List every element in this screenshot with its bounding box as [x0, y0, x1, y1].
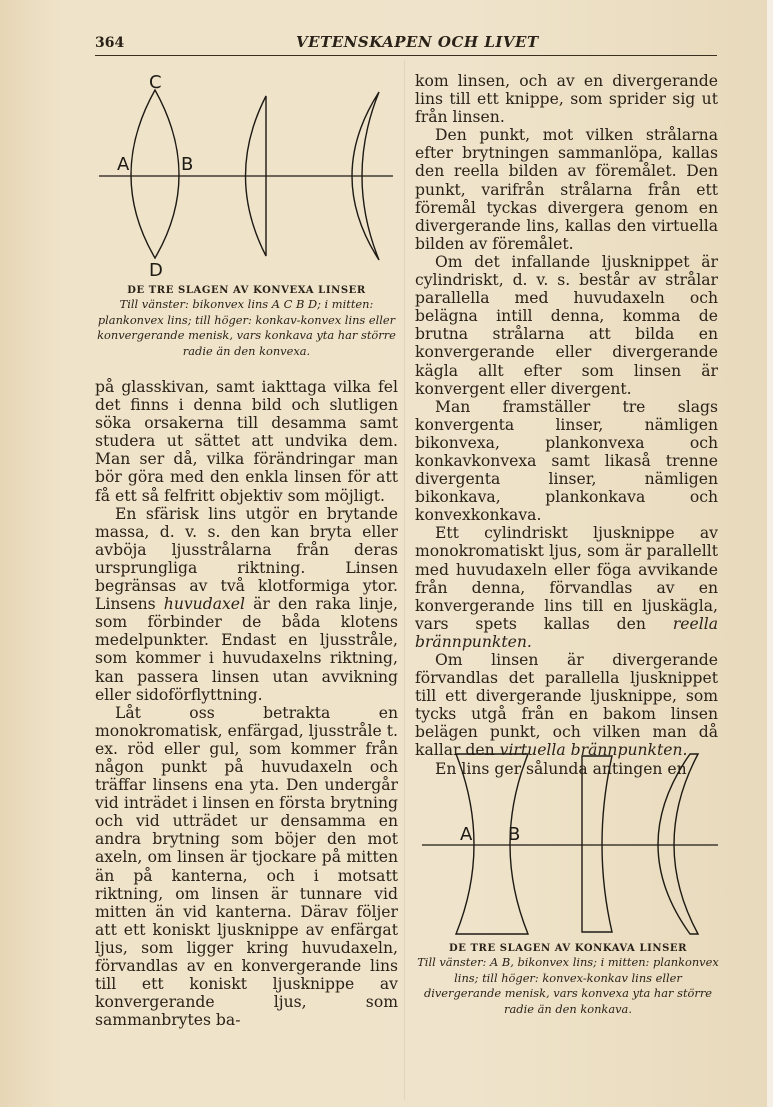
page-fold [404, 60, 405, 1100]
label-b-concave: B [508, 824, 521, 845]
right-paragraph-5: Ett cylindriskt ljusknippe av monokromatiskt ljus, som är parallellt med huvudaxeln eller föga avvikande från denna, förvandlas av en konvergerande lins till en ljuskägla, vars spets kallas den reella brännpunkten. [415, 524, 718, 651]
right-paragraph-4: Man framställer tre slags konvergenta linser, nämligen bikonvexa, plankonvexa och konkavkonvexa samt likaså trenne divergenta linser, nämligen bikonkava, plankonkava och konvexkonkava. [415, 397, 718, 525]
concave-caption-body: Till vänster: A B, bikonvex lins; i mitten: plankonvex lins; till höger: konvex-konkav lins eller divergerande menisk, vars konvexa yta har större radie än den konkava. [417, 955, 719, 1016]
right-column [415, 72, 718, 778]
biconvex-lens [131, 90, 179, 258]
divergent-meniscus-lens [658, 754, 698, 934]
left-column [95, 378, 398, 1029]
convex-lenses-figure [95, 70, 395, 280]
concave-caption [415, 942, 721, 1017]
label-b: B [181, 154, 194, 175]
term-huvudaxel: huvudaxel [163, 595, 246, 614]
term-reella-brannpunkten: reella brännpunkten. [415, 614, 718, 651]
page-number: 364 [95, 35, 125, 51]
right-paragraph-1: kom linsen, och av en divergerande lins till ett knippe, som sprider sig ut från linsen. [415, 72, 718, 127]
left-paragraph-3: Låt oss betrakta en monokromatisk, enfärgad, ljusstråle t. ex. röd eller gul, som kommer från någon punkt på huvudaxeln och träffar linsens ena yta. Den undergår vid inträdet i linsen en första brytning och vid utträdet ur densamma en andra brytning som böjer den mot axeln, om linsen är tjockare på mitten än på kanterna, och i motsatt riktning, om linsen är tunnare vid mitten än vid kanterna. Därav följer att ett koniskt ljusknippe av enfärgat ljus, som ligger kring huvudaxeln, förvandlas av en konvergerande lins till ett koniskt ljusknippe av konvergerande ljus, som sammanbrytes ba- [95, 703, 398, 1030]
right-paragraph-3: Om det infallande ljusknippet är cylindriskt, d. v. s. består av strålar parallella med huvudaxeln och belägna intill denna, komma de brutna strålarna att bilda en konvergerande eller divergerande kägla allt efter som linsen är konvergent eller divergent. [415, 252, 718, 398]
left-paragraph-2: En sfärisk lins utgör en brytande massa, d. v. s. den kan bryta eller avböja ljusstrålarna från deras ursprungliga riktning. Linsen begränsas av två klotformiga ytor. Linsens huvudaxel är den raka linje, som förbinder de båda klotens medelpunkter. Endast en ljusstråle, som kommer i huvudaxelns riktning, kan passera linsen utan avvikning eller sidoförflyttning. [95, 504, 398, 704]
concave-lenses-figure [420, 748, 720, 940]
running-title: VETENSKAPEN OCH LIVET [296, 33, 539, 51]
label-c: C [149, 72, 162, 93]
right-paragraph-2: Den punkt, mot vilken strålarna efter brytningen sammanlöpa, kallas den reella bilden av föremålet. Den punkt, varifrån strålarna från ett föremål tyckas divergera genom en divergerande lins, kallas den virtuella bilden av föremålet. [415, 126, 718, 253]
plano-concave-lens [582, 756, 612, 932]
convex-caption-title: DE TRE SLAGEN AV KONVEXA LINSER [127, 285, 366, 296]
convex-caption [95, 284, 398, 359]
convex-caption-body: Till vänster: bikonvex lins A C B D; i mitten: plankonvex lins; till höger: konkav-konvex lins eller konvergerande menisk, vars konkava yta har större radie än den konvexa. [97, 297, 396, 358]
right-paragraph-6: Om linsen är divergerande förvandlas det parallella ljusknippet till ett divergerande ljusknippe, som tycks utgå från en bakom linsen belägen punkt, och vilken man då kallar den virtuella brännpunkten. [415, 651, 718, 760]
label-d: D [149, 260, 163, 280]
term-virtuella-brannpunkten: virtuella brännpunkten. [499, 741, 688, 760]
concave-caption-title: DE TRE SLAGEN AV KONKAVA LINSER [448, 943, 688, 954]
header-rule [95, 55, 717, 56]
label-a: A [117, 154, 130, 175]
right-paragraph-7: En lins ger sålunda antingen en [435, 759, 687, 778]
page-edge [767, 0, 773, 1107]
label-a-concave: A [460, 824, 473, 845]
left-paragraph-1: på glasskivan, samt iakttaga vilka fel det finns i denna bild och slutligen söka orsakerna till desamma samt studera ut sättet att undvika dem. Man ser då, vilka förändringar man bör göra med den enkla linsen för att få ett så felfritt objektiv som möjligt. [95, 378, 398, 505]
